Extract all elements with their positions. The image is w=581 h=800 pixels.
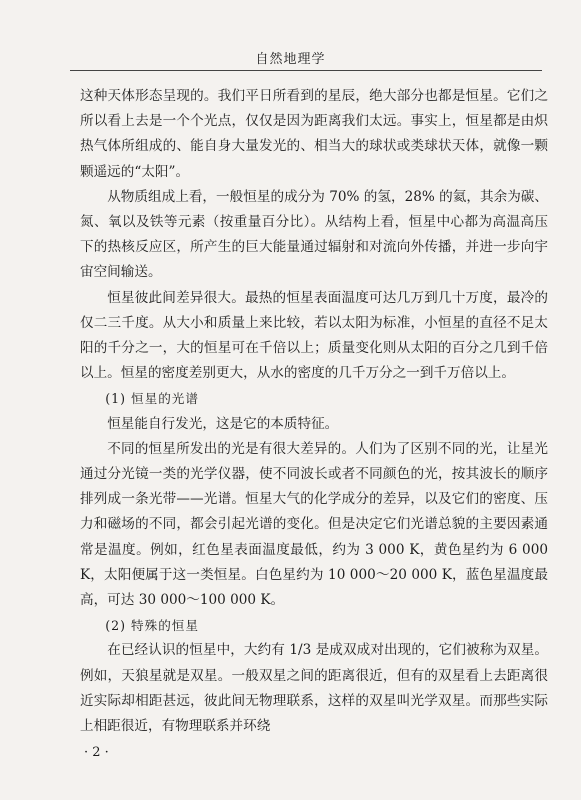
page-number: · 2 · — [84, 745, 109, 760]
running-header: 自然地理学 — [255, 52, 326, 67]
paragraph-self-luminous: 恒星能自行发光，这是它的本质特征。 — [107, 415, 339, 432]
paragraph-spectra: 不同的恒星所发出的光是有很大差异的。人们为了区别不同的光，让星光通过分光镜一类的光学仪器，使不同波长或者不同颜色的光，按其波长的顺序排列成一条光带——光谱。恒星大气的化学成分的差异，以及它们的密度、压力和磁场的不同，都会引起光谱的变化。但是决定它们光谱总貌的主要因素通常是温度。例如，红色星表面温度最低，约为 3 000 K，黄色星约为 6 000 K，太阳便属于这一类恒星。白色星约为 10 000～20 000 K，蓝色星温度最高，可达 30 000～100 000 K。 — [80, 440, 548, 609]
header-rule — [70, 70, 542, 71]
section-heading-special-stars: (2) 特殊的恒星 — [105, 618, 199, 634]
section-heading-spectra: (1) 恒星的光谱 — [105, 391, 199, 407]
paragraph-continued: 这种天体形态呈现的。我们平日所看到的星辰，绝大部分也都是恒星。它们之所以看上去是一个个光点，仅仅是因为距离我们太远。事实上，恒星都是由炽热气体所组成的、能自身大量发光的、相当大的球状或类球状天体，就像一颗颗遥远的“太阳”。 — [80, 88, 548, 180]
paragraph-composition: 从物质组成上看，一般恒星的成分为 70% 的氢，28% 的氦，其余为碳、氮、氧以及铁等元素（按重量百分比）。从结构上看，恒星中心都为高温高压下的热核反应区，所产生的巨大能量通过辐射和对流向外传播，并进一步向宇宙空间输送。 — [80, 188, 548, 281]
body-text — [80, 84, 548, 739]
paragraph-binary-stars: 在已经认识的恒星中，大约有 1/3 是成双成对出现的，它们被称为双星。例如，天狼星就是双星。一般双星之间的距离很近，但有的双星看上去距离很近实际却相距甚远，彼此间无物理联系，这样的双星叫光学双星。而那些实际上相距很近，有物理联系并环绕 — [80, 642, 548, 735]
paragraph-differences: 恒星彼此间差异很大。最热的恒星表面温度可达几万到几十万度，最冷的仅二三千度。从大小和质量上来比较，若以太阳为标准，小恒星的直径不足太阳的千分之一，大的恒星可在千倍以上；质量变化则从太阳的百分之几到千倍以上。恒星的密度差别更大，从水的密度的几千万分之一到千万倍以上。 — [80, 289, 548, 382]
